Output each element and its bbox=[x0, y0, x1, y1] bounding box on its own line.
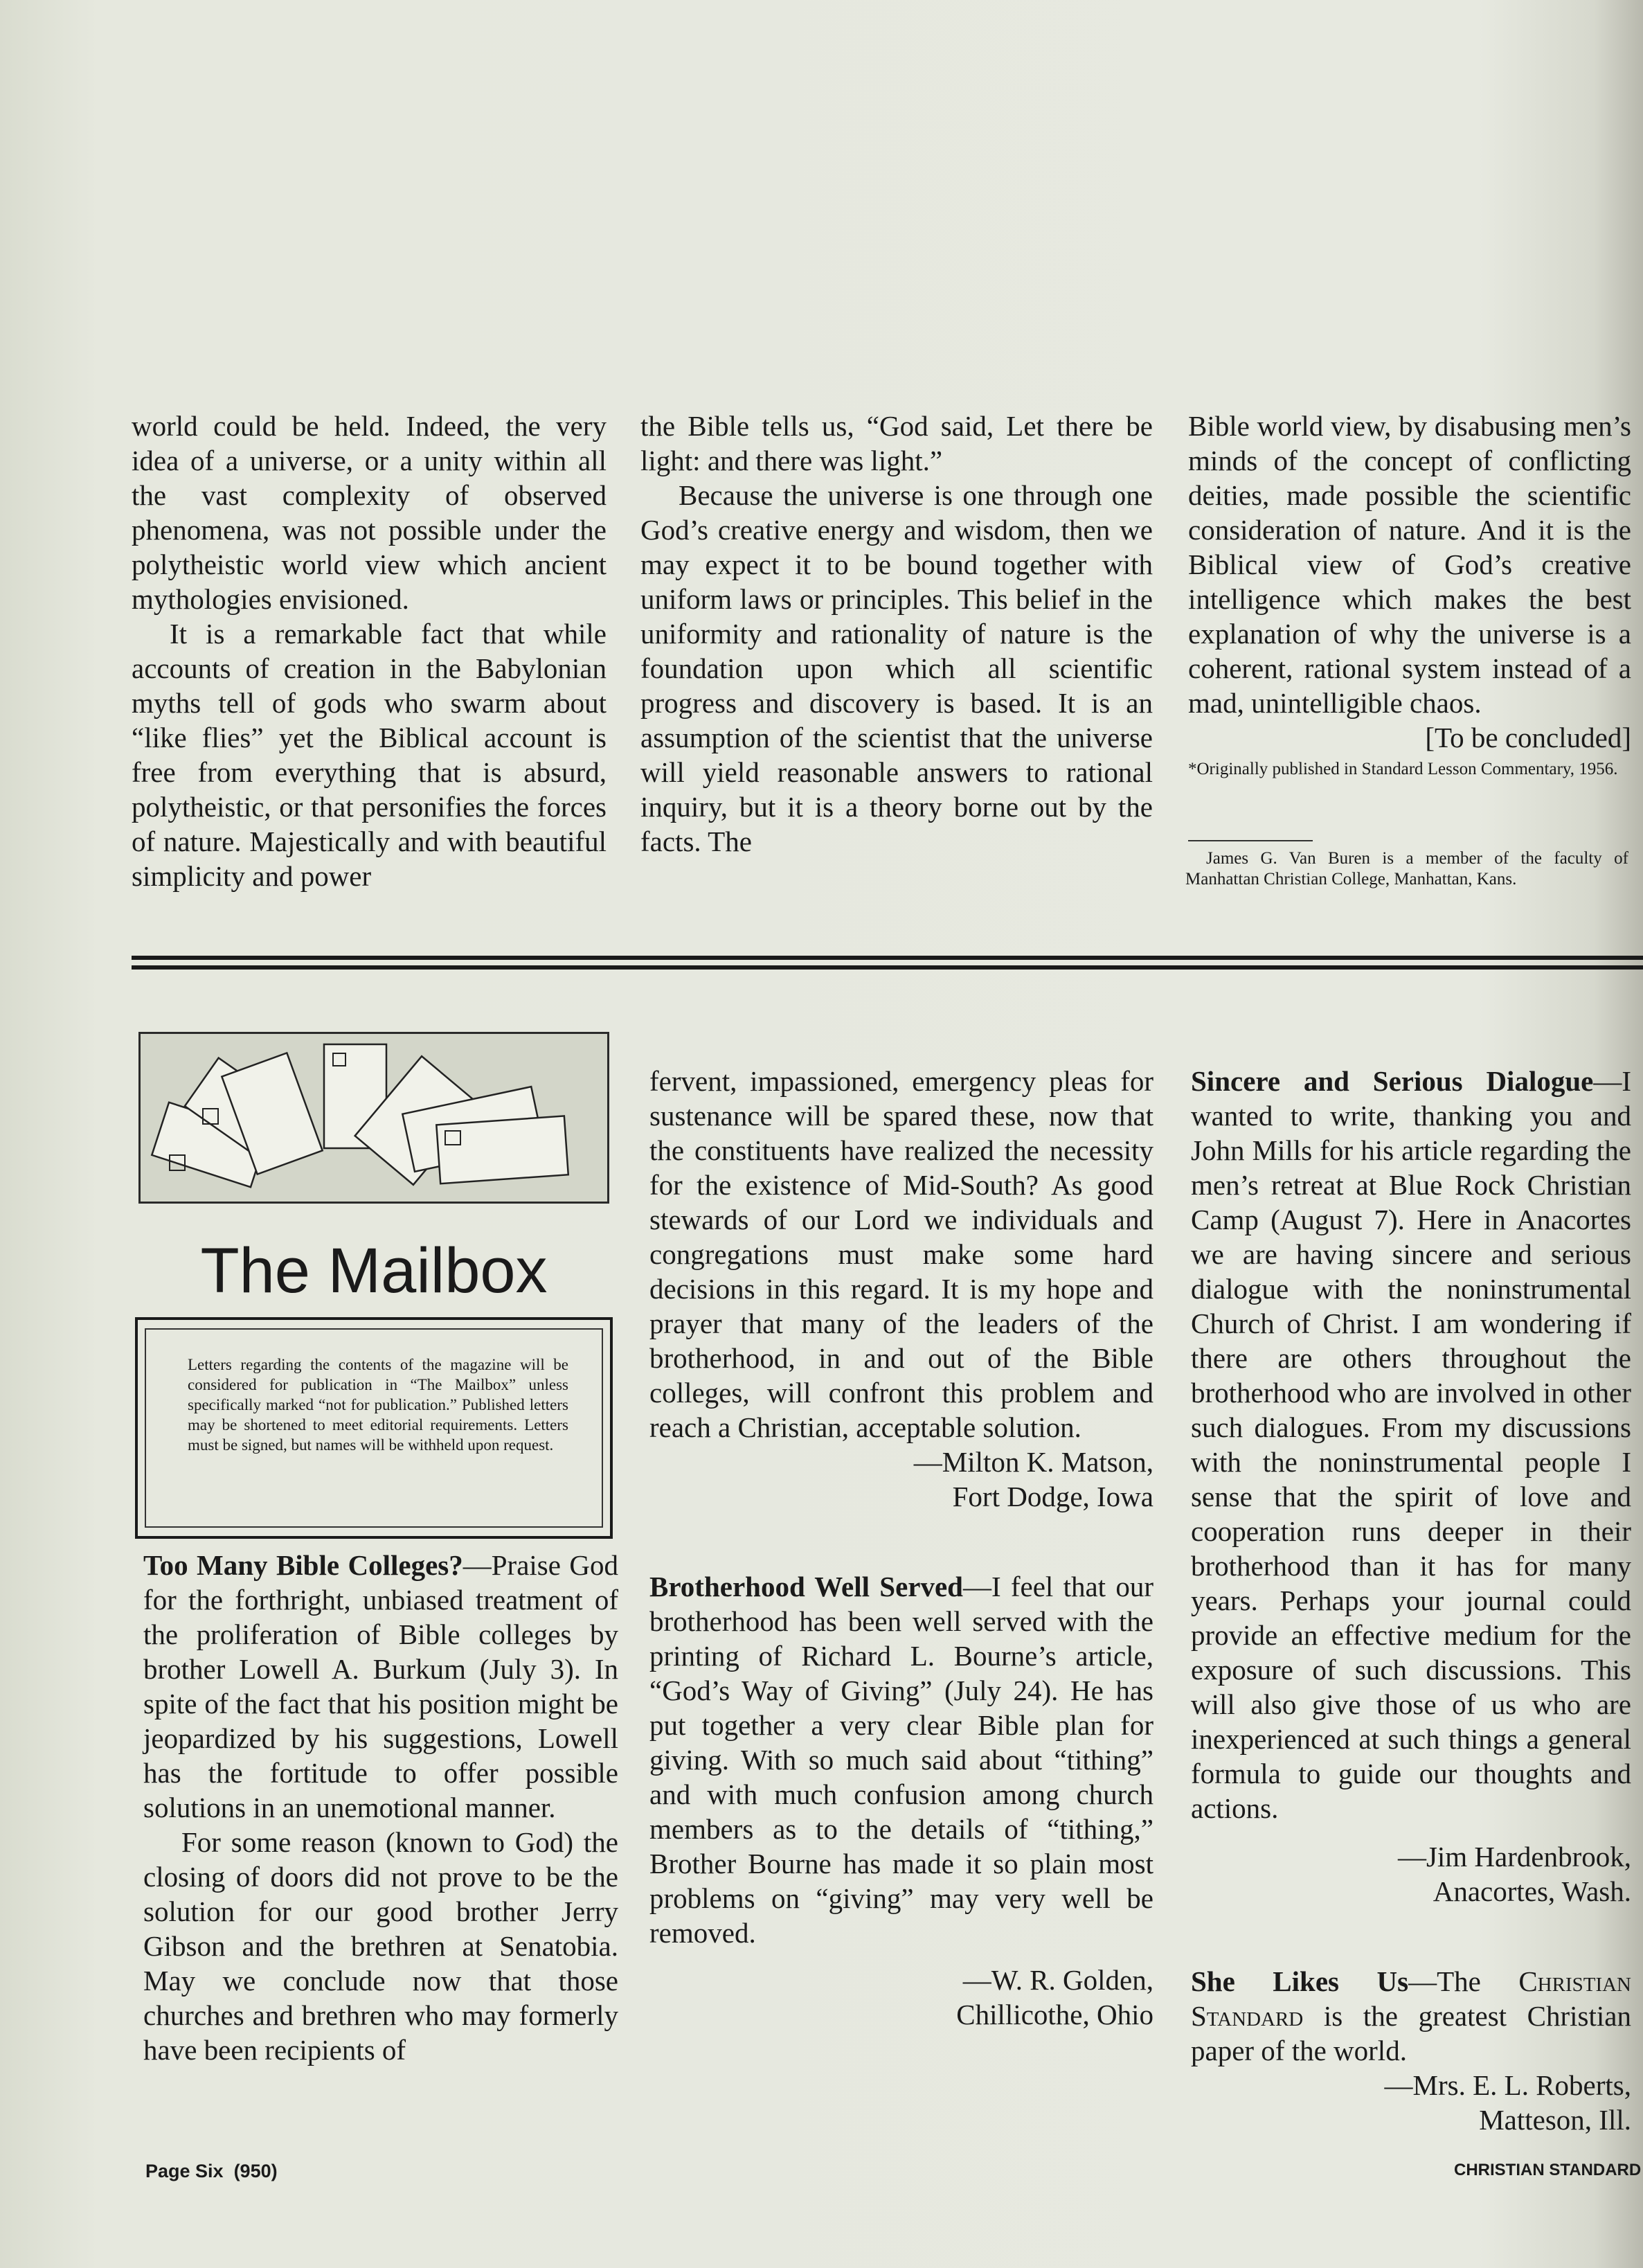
footnote: *Originally published in Standard Lesson Commentary, 1956. bbox=[1188, 760, 1618, 778]
letter-signature-name: —Mrs. E. L. Roberts, bbox=[1384, 2069, 1631, 2101]
letter-heading: Too Many Bible Colleges? bbox=[143, 1549, 463, 1581]
running-title: CHRISTIAN STANDARD bbox=[1454, 2161, 1642, 2179]
section-divider bbox=[132, 956, 1643, 970]
letter-signature-place: Matteson, Ill. bbox=[1479, 2104, 1631, 2136]
article-paragraph: It is a remarkable fact that while accounts of creation in the Babylonian myths tell of gods who swarm about “like flies” yet the Biblical account is free from everything that is absurd, polytheistic, or that personifies the forces of nature. Majestically and with beautiful simplicity and power bbox=[132, 618, 607, 892]
letter-heading: Sincere and Serious Dialogue bbox=[1191, 1065, 1594, 1097]
article-paragraph: Because the universe is one through one God’s creative energy and wisdom, then we may expect it to be bound together with uniform laws or principles. This belief in the uniformity and rationality of nature is the foundation upon which all scientific progress and discovery is based. It is an assumption of the scientist that the universe will yield reasonable answers to rational inquiry, but it is a theory borne out by the facts. The bbox=[640, 479, 1153, 857]
mailbox-envelopes-illustration bbox=[138, 1032, 609, 1204]
envelopes-icon bbox=[141, 1034, 607, 1202]
letter-signature-place: Anacortes, Wash. bbox=[1433, 1875, 1631, 1907]
continued-note: [To be concluded] bbox=[1425, 722, 1631, 753]
letter-signature-name: —Jim Hardenbrook, bbox=[1397, 1841, 1631, 1873]
article-column-2 bbox=[640, 409, 1153, 859]
article-column-1 bbox=[132, 409, 607, 893]
article-paragraph: Bible world view, by disabusing men’s minds of the concept of conflicting deities, made possible the scientific consideration of nature. And it is the Biblical view of God’s creative intelligence which makes the best explanation of why the universe is a coherent, rational system instead of a mad, unintelligible chaos. bbox=[1188, 410, 1631, 719]
author-bio: James G. Van Buren is a member of the faculty of Manhattan Christian College, Manhattan, Kans. bbox=[1185, 849, 1628, 889]
article-paragraph: world could be held. Indeed, the very idea of a universe, or a unity within all the vast complexity of observed phenomena, was not possible under the polytheistic world view which ancient mythologies envisioned. bbox=[132, 410, 607, 615]
letter-body: For some reason (known to God) the closing of doors did not prove to be the solution for our good brother Jerry Gibson and the brethren at Senatobia. May we conclude now that those churches and brethren who may formerly have been recipients of bbox=[143, 1826, 618, 2066]
letter-signature-place: Fort Dodge, Iowa bbox=[952, 1481, 1153, 1512]
mailbox-column-3 bbox=[1191, 1064, 1631, 2137]
letter-body: —Praise God for the forthright, unbiased treatment of the proliferation of Bible colleges by brother Lowell A. Burkum (July 3). In spite of the fact that his position might be jeopardized by his suggestions, Lowell has the fortitude to offer possible solutions in an unemotional manner. bbox=[143, 1549, 618, 1823]
letter-heading: Brotherhood Well Served bbox=[649, 1571, 963, 1602]
article-column-3 bbox=[1188, 409, 1631, 780]
letter-body: —I wanted to write, thanking you and John Mills for his article regarding the men’s retreat at Blue Rock Christian Camp (August 7). Here in Anacortes we are having sincere and serious dialogue with the noninstrumental Church of Christ. I am wondering if there are others throughout the brotherhood who are involved in other such dialogues. From my discussions with the noninstrumental people I sense that the spirit of love and cooperation runs deeper in their brotherhood than it has for many years. Perhaps your journal could provide an effective medium for the exposure of such discussions. This will also give those of us who are inexperienced at such things a general formula to guide our thoughts and actions. bbox=[1191, 1065, 1631, 1824]
letter-signature-name: —W. R. Golden, bbox=[962, 1964, 1153, 1996]
mailbox-column-1 bbox=[143, 1548, 618, 2067]
submission-notice: Letters regarding the contents of the magazine will be considered for publication in “The Mailbox” unless specifically marked “not for publication.” Published letters may be shortened to meet editorial requirements. Letters must be signed, but names will be withheld upon request. bbox=[145, 1328, 603, 1528]
mailbox-title: The Mailbox bbox=[200, 1235, 548, 1306]
letter-signature-place: Chillicothe, Ohio bbox=[956, 1999, 1153, 2030]
letter-body: is the greatest Christian paper of the world. bbox=[1191, 2000, 1631, 2066]
bio-rule bbox=[1188, 840, 1313, 841]
letter-heading: She Likes Us bbox=[1191, 1965, 1409, 1997]
letter-body: —The bbox=[1408, 1965, 1519, 1997]
magazine-name: Christian Standard bbox=[1191, 1965, 1631, 2032]
page-number: Page Six (950) bbox=[145, 2161, 278, 2181]
article-paragraph: the Bible tells us, “God said, Let there be light: and there was light.” bbox=[640, 410, 1153, 476]
submission-notice-box bbox=[135, 1317, 613, 1539]
mailbox-column-2 bbox=[649, 1064, 1153, 2032]
letter-body: —I feel that our brotherhood has been well served with the printing of Richard L. Bourne’s article, “God’s Way of Giving” (July 24). He has put together a very clear Bible plan for giving. With so much said about “tithing” and with much confusion among church members as to the details of “tithing,” Brother Bourne has made it so plain most problems on “giving” may very well be removed. bbox=[649, 1571, 1153, 1949]
letter-signature-name: —Milton K. Matson, bbox=[913, 1446, 1153, 1478]
letter-body: fervent, impassioned, emergency pleas for sustenance will be spared these, now that the constituents have realized the necessity for the existence of Mid-South? As good stewards of our Lord we individuals and congregations must make some hard decisions in this regard. It is my hope and prayer that many of the leaders of the brotherhood, in and out of the Bible colleges, will confront this problem and reach a Christian, acceptable solution. bbox=[649, 1065, 1153, 1443]
